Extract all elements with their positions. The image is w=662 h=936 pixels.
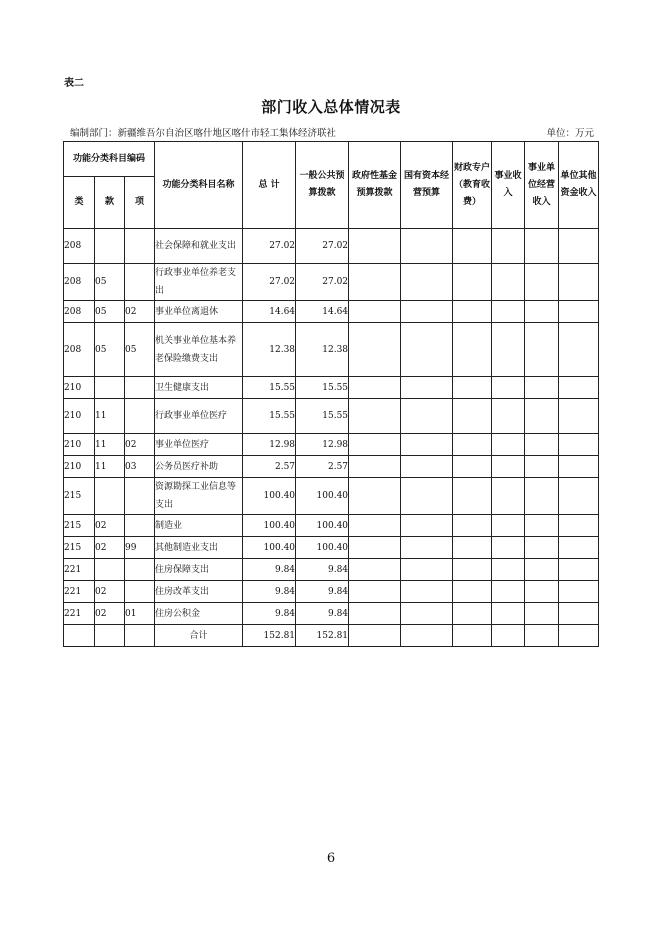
- cell-func-name: 住房保障支出: [155, 559, 243, 581]
- cell-func-name: 社会保障和就业支出: [155, 229, 243, 264]
- cell-func-name: 事业单位医疗: [155, 434, 243, 456]
- cell-total: 12.38: [243, 323, 296, 377]
- cell-total: 27.02: [243, 229, 296, 264]
- cell-general: 27.02: [296, 264, 349, 301]
- cell-kuan: 11: [95, 434, 125, 456]
- cell-total: 100.40: [243, 478, 296, 515]
- cell-total: 14.64: [243, 301, 296, 323]
- department-label: 编制部门：新疆维吾尔自治区喀什地区喀什市轻工集体经济联社: [70, 128, 337, 139]
- cell-func-name: 住房公积金: [155, 603, 243, 625]
- cell-kuan: 05: [95, 323, 125, 377]
- cell-general: 100.40: [296, 515, 349, 537]
- cell-total: 9.84: [243, 559, 296, 581]
- cell-general: 100.40: [296, 478, 349, 515]
- cell-kuan: 02: [95, 537, 125, 559]
- header-state-capital: 国有资本经营预算: [401, 142, 453, 229]
- cell-xiang: 99: [125, 537, 155, 559]
- cell-general: 2.57: [296, 456, 349, 478]
- cell-lei: 208: [64, 229, 95, 264]
- header-xiang: 项: [125, 177, 155, 229]
- cell-kuan: 11: [95, 456, 125, 478]
- total-row: [64, 625, 599, 647]
- cell-kuan: 02: [95, 581, 125, 603]
- cell-xiang: [125, 399, 155, 434]
- cell-func-name: 其他制造业支出: [155, 537, 243, 559]
- page-title: 部门收入总体情况表: [261, 98, 401, 116]
- cell-xiang: 03: [125, 456, 155, 478]
- cell-lei: 210: [64, 434, 95, 456]
- table-row: [64, 264, 599, 301]
- cell-total: 100.40: [243, 515, 296, 537]
- cell-xiang: [125, 515, 155, 537]
- cell-func-name: 事业单位离退休: [155, 301, 243, 323]
- cell-lei: 210: [64, 456, 95, 478]
- cell-func-name: 住房改革支出: [155, 581, 243, 603]
- cell-lei: 210: [64, 377, 95, 399]
- header-fiscal-special: 财政专户（教育收费）: [453, 142, 492, 229]
- cell-func-name: 机关事业单位基本养老保险缴费支出: [155, 323, 243, 377]
- table-row: [64, 456, 599, 478]
- total-general: 152.81: [296, 625, 349, 647]
- cell-kuan: 02: [95, 603, 125, 625]
- cell-func-name: 资源勘探工业信息等支出: [155, 478, 243, 515]
- table-row: [64, 323, 599, 377]
- cell-total: 9.84: [243, 603, 296, 625]
- cell-total: 27.02: [243, 264, 296, 301]
- cell-total: 100.40: [243, 537, 296, 559]
- cell-general: 12.98: [296, 434, 349, 456]
- table-row: [64, 537, 599, 559]
- cell-general: 9.84: [296, 603, 349, 625]
- cell-lei: 221: [64, 581, 95, 603]
- cell-lei: 208: [64, 323, 95, 377]
- cell-general: 14.64: [296, 301, 349, 323]
- cell-lei: 215: [64, 515, 95, 537]
- header-lei: 类: [64, 177, 95, 229]
- table-row: [64, 377, 599, 399]
- table-row: [64, 301, 599, 323]
- header-total: 总 计: [243, 142, 296, 229]
- table-tag: 表二: [64, 78, 84, 89]
- header-business-income: 事业收入: [492, 142, 525, 229]
- cell-lei: 215: [64, 478, 95, 515]
- cell-lei: 208: [64, 301, 95, 323]
- table-row: [64, 399, 599, 434]
- cell-kuan: 02: [95, 515, 125, 537]
- unit-label: 单位：万元: [546, 128, 594, 139]
- cell-general: 15.55: [296, 399, 349, 434]
- cell-xiang: 02: [125, 301, 155, 323]
- header-business-unit-op: 事业单位经营收入: [525, 142, 559, 229]
- cell-xiang: 02: [125, 434, 155, 456]
- cell-kuan: [95, 377, 125, 399]
- header-general-budget: 一般公共预算拨款: [296, 142, 349, 229]
- cell-total: 12.98: [243, 434, 296, 456]
- cell-general: 27.02: [296, 229, 349, 264]
- cell-kuan: [95, 478, 125, 515]
- cell-func-name: 公务员医疗补助: [155, 456, 243, 478]
- cell-lei: 221: [64, 559, 95, 581]
- cell-lei: 221: [64, 603, 95, 625]
- table-row: [64, 559, 599, 581]
- cell-xiang: [125, 377, 155, 399]
- table-row: [64, 478, 599, 515]
- cell-kuan: [95, 559, 125, 581]
- cell-total: 15.55: [243, 377, 296, 399]
- cell-xiang: [125, 581, 155, 603]
- cell-general: 12.38: [296, 323, 349, 377]
- cell-general: 9.84: [296, 559, 349, 581]
- cell-kuan: 11: [95, 399, 125, 434]
- table-row: [64, 229, 599, 264]
- cell-xiang: 05: [125, 323, 155, 377]
- cell-xiang: [125, 559, 155, 581]
- total-label: 合计: [155, 625, 243, 647]
- cell-lei: 210: [64, 399, 95, 434]
- header-func-code: 功能分类科目编码: [64, 142, 155, 177]
- total-sum: 152.81: [243, 625, 296, 647]
- cell-general: 100.40: [296, 537, 349, 559]
- cell-lei: 215: [64, 537, 95, 559]
- cell-func-name: 制造业: [155, 515, 243, 537]
- cell-xiang: [125, 478, 155, 515]
- table-row: [64, 603, 599, 625]
- cell-kuan: 05: [95, 301, 125, 323]
- cell-xiang: [125, 229, 155, 264]
- cell-func-name: 卫生健康支出: [155, 377, 243, 399]
- income-table: [63, 141, 599, 647]
- table-row: [64, 434, 599, 456]
- header-other-funds: 单位其他资金收入: [559, 142, 599, 229]
- cell-func-name: 行政事业单位养老支出: [155, 264, 243, 301]
- header-gov-fund: 政府性基金预算拨款: [349, 142, 401, 229]
- cell-xiang: 01: [125, 603, 155, 625]
- header-kuan: 款: [95, 177, 125, 229]
- table-row: [64, 581, 599, 603]
- cell-lei: 208: [64, 264, 95, 301]
- cell-total: 2.57: [243, 456, 296, 478]
- table-row: [64, 515, 599, 537]
- cell-xiang: [125, 264, 155, 301]
- page-number: 6: [326, 851, 336, 866]
- cell-general: 15.55: [296, 377, 349, 399]
- cell-total: 15.55: [243, 399, 296, 434]
- cell-func-name: 行政事业单位医疗: [155, 399, 243, 434]
- cell-total: 9.84: [243, 581, 296, 603]
- cell-kuan: [95, 229, 125, 264]
- cell-general: 9.84: [296, 581, 349, 603]
- header-func-name: 功能分类科目名称: [155, 142, 243, 229]
- cell-kuan: 05: [95, 264, 125, 301]
